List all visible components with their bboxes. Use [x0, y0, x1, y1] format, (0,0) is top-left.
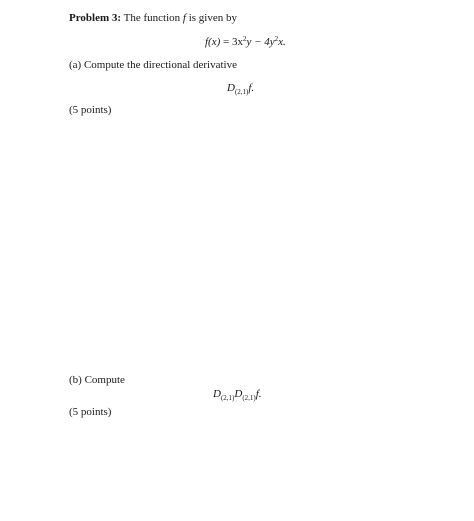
- problem-intro: The function: [123, 12, 181, 24]
- equation-rhs-3: x.: [278, 36, 286, 48]
- equation-rhs-1: = 3x: [223, 36, 243, 48]
- problem-heading: Problem 3:: [69, 12, 122, 24]
- equation-lhs: f(x): [205, 36, 221, 48]
- part-b-expression: [213, 387, 262, 401]
- function-term: f.: [255, 388, 262, 400]
- direction-subscript-2: (2,1): [242, 394, 256, 402]
- function-equation: [205, 35, 286, 49]
- equation-exponent-1: 2: [242, 35, 247, 43]
- directional-derivative-symbol: D: [227, 82, 235, 94]
- equation-exponent-2: 2: [274, 35, 279, 43]
- direction-subscript: (2,1): [234, 88, 249, 96]
- part-b-points: (5 points): [69, 406, 112, 418]
- problem-intro-end: is given by: [188, 12, 237, 24]
- part-a-points: (5 points): [69, 104, 112, 116]
- part-a-expression: [227, 81, 254, 95]
- problem-statement: [69, 11, 237, 25]
- directional-derivative-symbol-2: D: [234, 388, 243, 400]
- equation-rhs-2: y − 4y: [246, 36, 275, 48]
- part-a-label: (a) Compute the directional derivative: [69, 59, 237, 71]
- function-term: f.: [248, 82, 255, 94]
- function-symbol: f: [182, 12, 186, 24]
- directional-derivative-symbol-1: D: [213, 388, 221, 400]
- direction-subscript-1: (2,1): [220, 394, 235, 402]
- part-b-label: (b) Compute: [69, 374, 125, 386]
